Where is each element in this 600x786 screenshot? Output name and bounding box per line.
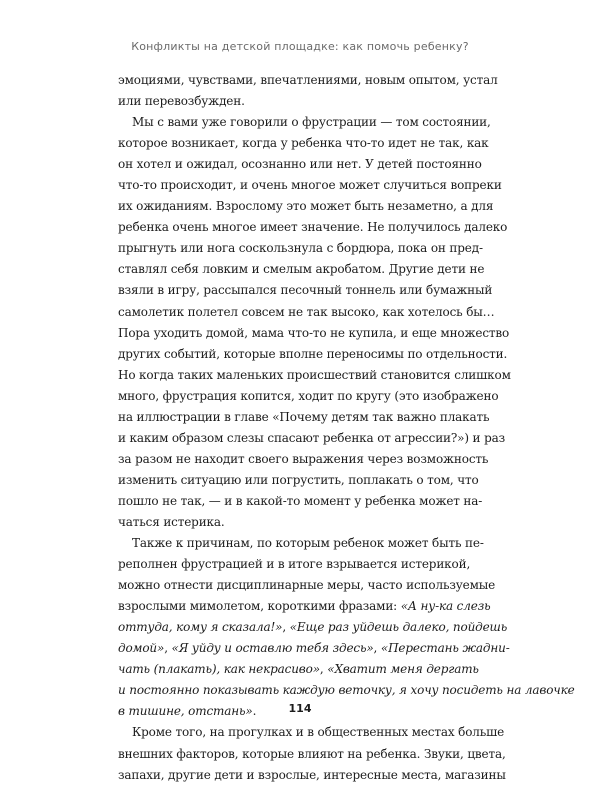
text-line bbox=[118, 617, 508, 638]
punctuation: , bbox=[164, 641, 172, 656]
punctuation: , bbox=[373, 641, 381, 656]
line-text: взяли в игру, рассыпался песочный тоннель или бумажный bbox=[118, 283, 493, 298]
text-line bbox=[118, 112, 491, 133]
line-text: Пора уходить домой, мама что-то не купила, и еще множество bbox=[118, 325, 510, 340]
text-line bbox=[118, 154, 486, 175]
quote-italic: чать (плакать), как некрасиво» bbox=[118, 662, 320, 677]
running-title: Конфликты на детской площадке: как помочь ребенку? bbox=[131, 40, 469, 53]
quote-italic: и постоянно показывать каждую веточку, я хочу посидеть на лавочке bbox=[118, 683, 575, 698]
text-line bbox=[118, 217, 508, 238]
quote-italic: домой» bbox=[118, 641, 165, 656]
text-line bbox=[118, 386, 499, 407]
line-text: что-то происходит, и очень многое может случиться вопреки bbox=[118, 178, 502, 193]
text-line bbox=[118, 70, 498, 91]
line-text: самолетик полетел совсем не так высоко, как хотелось бы… bbox=[118, 304, 495, 319]
text-line bbox=[118, 238, 486, 259]
line-text: Мы с вами уже говорили о фрустрации — том состоянии, bbox=[132, 115, 491, 130]
text-line bbox=[118, 680, 575, 701]
line-text: внешних факторов, которые влияют на ребенка. Звуки, цвета, bbox=[118, 746, 506, 761]
text-line bbox=[118, 302, 495, 323]
text-line bbox=[118, 175, 502, 196]
line-text: можно отнести дисциплинарные меры, часто используемые bbox=[118, 578, 496, 593]
line-text: много, фрустрация копится, ходит по кругу (это изображено bbox=[118, 388, 499, 403]
body-text bbox=[118, 70, 575, 786]
punctuation: , bbox=[282, 620, 290, 635]
text-line bbox=[118, 596, 491, 617]
text-line bbox=[118, 638, 510, 659]
text-line bbox=[118, 765, 506, 786]
text-line bbox=[118, 722, 505, 743]
quote-italic: «Я уйду и оставлю тебя здесь» bbox=[171, 641, 374, 656]
line-text: ребенка очень многое имеет значение. Не получилось далеко bbox=[118, 220, 508, 235]
text-line bbox=[118, 407, 490, 428]
quote-italic: «Перестань жадни- bbox=[380, 641, 510, 656]
line-text: за разом не находит своего выражения через возможность bbox=[118, 451, 489, 466]
line-text: или перевозбужден. bbox=[118, 94, 245, 109]
line-text: запахи, другие дети и взрослые, интересные места, магазины bbox=[118, 767, 506, 782]
quote-italic: «Еще раз уйдешь далеко, пойдешь bbox=[289, 620, 508, 635]
line-text: реполнен фрустрацией и в итоге взрывается истерикой, bbox=[118, 557, 471, 572]
text-line bbox=[118, 365, 511, 386]
text-line bbox=[118, 659, 486, 680]
text-line bbox=[118, 323, 510, 344]
text-line bbox=[118, 280, 493, 301]
page-number: 114 bbox=[288, 702, 312, 715]
text-line bbox=[118, 533, 486, 554]
line-text: других событий, которые вполне переносимы по отдельности. bbox=[118, 346, 508, 361]
line-text: на иллюстрации в главе «Почему детям так важно плакать bbox=[118, 409, 490, 424]
text-line bbox=[118, 449, 489, 470]
line-text: взрослыми мимолетом, короткими фразами: bbox=[118, 599, 398, 614]
line-text: прыгнуть или нога соскользнула с бордюра, пока он пред- bbox=[118, 241, 483, 256]
line-text: он хотел и ожидал, осознанно или нет. У детей постоянно bbox=[118, 157, 482, 172]
text-line bbox=[118, 196, 494, 217]
line-text: ставлял себя ловким и смелым акробатом. Другие дети не bbox=[118, 262, 485, 277]
text-line bbox=[118, 491, 486, 512]
text-line bbox=[118, 512, 486, 533]
line-text: чаться истерика. bbox=[118, 514, 225, 529]
text-line bbox=[118, 744, 506, 765]
text-line bbox=[118, 428, 506, 449]
text-line bbox=[118, 575, 496, 596]
quote-italic: «Хватит меня дергать bbox=[327, 662, 479, 677]
line-text: их ожиданиям. Взрослому это может быть незаметно, а для bbox=[118, 199, 494, 214]
quote-italic: «А ну-ка слезь bbox=[400, 599, 491, 614]
punctuation: , bbox=[319, 662, 328, 677]
punctuation: . bbox=[252, 704, 257, 719]
text-line bbox=[118, 91, 486, 112]
line-text: Но когда таких маленьких происшествий становится слишком bbox=[118, 367, 511, 382]
text-line bbox=[118, 259, 486, 280]
line-text: Кроме того, на прогулках и в общественных местах больше bbox=[132, 725, 505, 740]
quote-italic: оттуда, кому я сказала!» bbox=[118, 620, 283, 635]
line-text: Также к причинам, по которым ребенок может быть пе- bbox=[132, 536, 484, 551]
line-text: эмоциями, чувствами, впечатлениями, новым опытом, устал bbox=[118, 73, 498, 87]
quote-italic: в тишине, отстань» bbox=[118, 704, 253, 719]
text-line bbox=[118, 470, 486, 491]
text-line bbox=[118, 344, 508, 365]
line-text: и каким образом слезы спасают ребенка от агрессии?») и раз bbox=[118, 430, 506, 445]
text-line bbox=[118, 133, 489, 154]
line-text: изменить ситуацию или погрустить, поплакать о том, что bbox=[118, 472, 479, 487]
line-text: которое возникает, когда у ребенка что-то идет не так, как bbox=[118, 136, 489, 151]
text-line bbox=[118, 554, 486, 575]
line-text: пошло не так, — и в какой-то момент у ребенка может на- bbox=[118, 493, 483, 508]
